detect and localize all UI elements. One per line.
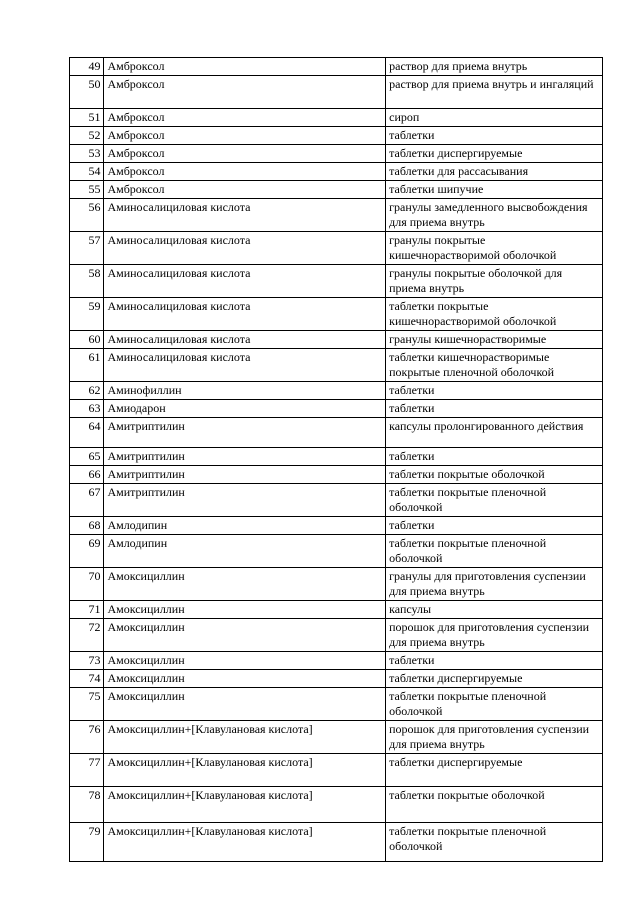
row-number: 70 xyxy=(70,568,104,601)
dosage-form: гранулы замедленного высвобождения для приема внутрь xyxy=(386,199,603,232)
drug-name: Амлодипин xyxy=(104,517,386,535)
dosage-form: таблетки xyxy=(386,127,603,145)
drug-table xyxy=(69,57,603,862)
dosage-form: таблетки диспергируемые xyxy=(386,670,603,688)
row-number: 50 xyxy=(70,76,104,109)
drug-name: Амитриптилин xyxy=(104,448,386,466)
row-number: 71 xyxy=(70,601,104,619)
drug-name: Амлодипин xyxy=(104,535,386,568)
row-number: 68 xyxy=(70,517,104,535)
dosage-form: таблетки покрытые оболочкой xyxy=(386,787,603,823)
dosage-form: гранулы кишечнорастворимые xyxy=(386,331,603,349)
table-row xyxy=(70,568,603,601)
row-number: 67 xyxy=(70,484,104,517)
drug-name: Амитриптилин xyxy=(104,466,386,484)
row-number: 69 xyxy=(70,535,104,568)
table-row xyxy=(70,535,603,568)
table-row xyxy=(70,670,603,688)
dosage-form: таблетки xyxy=(386,517,603,535)
drug-name: Амитриптилин xyxy=(104,484,386,517)
drug-name: Амброксол xyxy=(104,76,386,109)
row-number: 72 xyxy=(70,619,104,652)
table-row xyxy=(70,517,603,535)
row-number: 54 xyxy=(70,163,104,181)
dosage-form: таблетки покрытые оболочкой xyxy=(386,466,603,484)
table-row xyxy=(70,619,603,652)
row-number: 57 xyxy=(70,232,104,265)
dosage-form: таблетки кишечнорастворимые покрытые пленочной оболочкой xyxy=(386,349,603,382)
drug-name: Амоксициллин+[Клавулановая кислота] xyxy=(104,823,386,862)
drug-name: Амоксициллин+[Клавулановая кислота] xyxy=(104,721,386,754)
dosage-form: таблетки шипучие xyxy=(386,181,603,199)
table-row xyxy=(70,721,603,754)
drug-name: Амоксициллин xyxy=(104,619,386,652)
row-number: 63 xyxy=(70,400,104,418)
table-row xyxy=(70,76,603,109)
row-number: 74 xyxy=(70,670,104,688)
table-row xyxy=(70,688,603,721)
table-row xyxy=(70,382,603,400)
dosage-form: таблетки диспергируемые xyxy=(386,754,603,787)
table-row xyxy=(70,601,603,619)
drug-name: Амброксол xyxy=(104,58,386,76)
row-number: 78 xyxy=(70,787,104,823)
table-row xyxy=(70,298,603,331)
dosage-form: раствор для приема внутрь и ингаляций xyxy=(386,76,603,109)
drug-name: Амброксол xyxy=(104,145,386,163)
drug-name: Амоксициллин xyxy=(104,652,386,670)
row-number: 66 xyxy=(70,466,104,484)
table-row xyxy=(70,787,603,823)
dosage-form: таблетки xyxy=(386,652,603,670)
dosage-form: капсулы пролонгированного действия xyxy=(386,418,603,448)
dosage-form: таблетки покрытые пленочной оболочкой xyxy=(386,535,603,568)
row-number: 52 xyxy=(70,127,104,145)
table-row xyxy=(70,349,603,382)
drug-name: Аминосалициловая кислота xyxy=(104,265,386,298)
table-row xyxy=(70,163,603,181)
table-row xyxy=(70,331,603,349)
dosage-form: таблетки покрытые пленочной оболочкой xyxy=(386,688,603,721)
table-row xyxy=(70,58,603,76)
drug-name: Амброксол xyxy=(104,109,386,127)
drug-name: Амоксициллин xyxy=(104,601,386,619)
row-number: 51 xyxy=(70,109,104,127)
dosage-form: капсулы xyxy=(386,601,603,619)
dosage-form: порошок для приготовления суспензии для приема внутрь xyxy=(386,619,603,652)
row-number: 55 xyxy=(70,181,104,199)
drug-name: Амоксициллин xyxy=(104,688,386,721)
dosage-form: раствор для приема внутрь xyxy=(386,58,603,76)
row-number: 59 xyxy=(70,298,104,331)
row-number: 58 xyxy=(70,265,104,298)
dosage-form: гранулы покрытые кишечнорастворимой оболочкой xyxy=(386,232,603,265)
drug-name: Амоксициллин+[Клавулановая кислота] xyxy=(104,787,386,823)
dosage-form: таблетки xyxy=(386,448,603,466)
row-number: 56 xyxy=(70,199,104,232)
table-row xyxy=(70,823,603,862)
table-row xyxy=(70,400,603,418)
drug-name: Аминосалициловая кислота xyxy=(104,331,386,349)
drug-name: Амброксол xyxy=(104,163,386,181)
dosage-form: таблетки покрытые пленочной оболочкой xyxy=(386,823,603,862)
row-number: 77 xyxy=(70,754,104,787)
row-number: 79 xyxy=(70,823,104,862)
drug-name: Амоксициллин xyxy=(104,670,386,688)
dosage-form: таблетки покрытые кишечнорастворимой оболочкой xyxy=(386,298,603,331)
table-row xyxy=(70,181,603,199)
dosage-form: таблетки xyxy=(386,382,603,400)
table-row xyxy=(70,145,603,163)
table-row xyxy=(70,754,603,787)
row-number: 64 xyxy=(70,418,104,448)
row-number: 53 xyxy=(70,145,104,163)
dosage-form: таблетки xyxy=(386,400,603,418)
dosage-form: сироп xyxy=(386,109,603,127)
dosage-form: таблетки для рассасывания xyxy=(386,163,603,181)
row-number: 60 xyxy=(70,331,104,349)
table-row xyxy=(70,109,603,127)
drug-name: Аминосалициловая кислота xyxy=(104,232,386,265)
table-row xyxy=(70,484,603,517)
table-row xyxy=(70,127,603,145)
drug-table-body xyxy=(70,58,603,862)
row-number: 76 xyxy=(70,721,104,754)
row-number: 49 xyxy=(70,58,104,76)
drug-name: Амитриптилин xyxy=(104,418,386,448)
table-row xyxy=(70,448,603,466)
row-number: 65 xyxy=(70,448,104,466)
dosage-form: гранулы покрытые оболочкой для приема внутрь xyxy=(386,265,603,298)
drug-name: Амоксициллин+[Клавулановая кислота] xyxy=(104,754,386,787)
table-row xyxy=(70,418,603,448)
dosage-form: порошок для приготовления суспензии для приема внутрь xyxy=(386,721,603,754)
drug-name: Амоксициллин xyxy=(104,568,386,601)
row-number: 61 xyxy=(70,349,104,382)
table-row xyxy=(70,466,603,484)
row-number: 62 xyxy=(70,382,104,400)
dosage-form: таблетки покрытые пленочной оболочкой xyxy=(386,484,603,517)
dosage-form: гранулы для приготовления суспензии для приема внутрь xyxy=(386,568,603,601)
dosage-form: таблетки диспергируемые xyxy=(386,145,603,163)
table-row xyxy=(70,232,603,265)
drug-name: Амброксол xyxy=(104,127,386,145)
row-number: 73 xyxy=(70,652,104,670)
row-number: 75 xyxy=(70,688,104,721)
drug-name: Аминосалициловая кислота xyxy=(104,199,386,232)
drug-name: Аминофиллин xyxy=(104,382,386,400)
drug-name: Аминосалициловая кислота xyxy=(104,349,386,382)
drug-name: Амброксол xyxy=(104,181,386,199)
table-row xyxy=(70,265,603,298)
drug-name: Амиодарон xyxy=(104,400,386,418)
drug-name: Аминосалициловая кислота xyxy=(104,298,386,331)
table-row xyxy=(70,652,603,670)
table-row xyxy=(70,199,603,232)
